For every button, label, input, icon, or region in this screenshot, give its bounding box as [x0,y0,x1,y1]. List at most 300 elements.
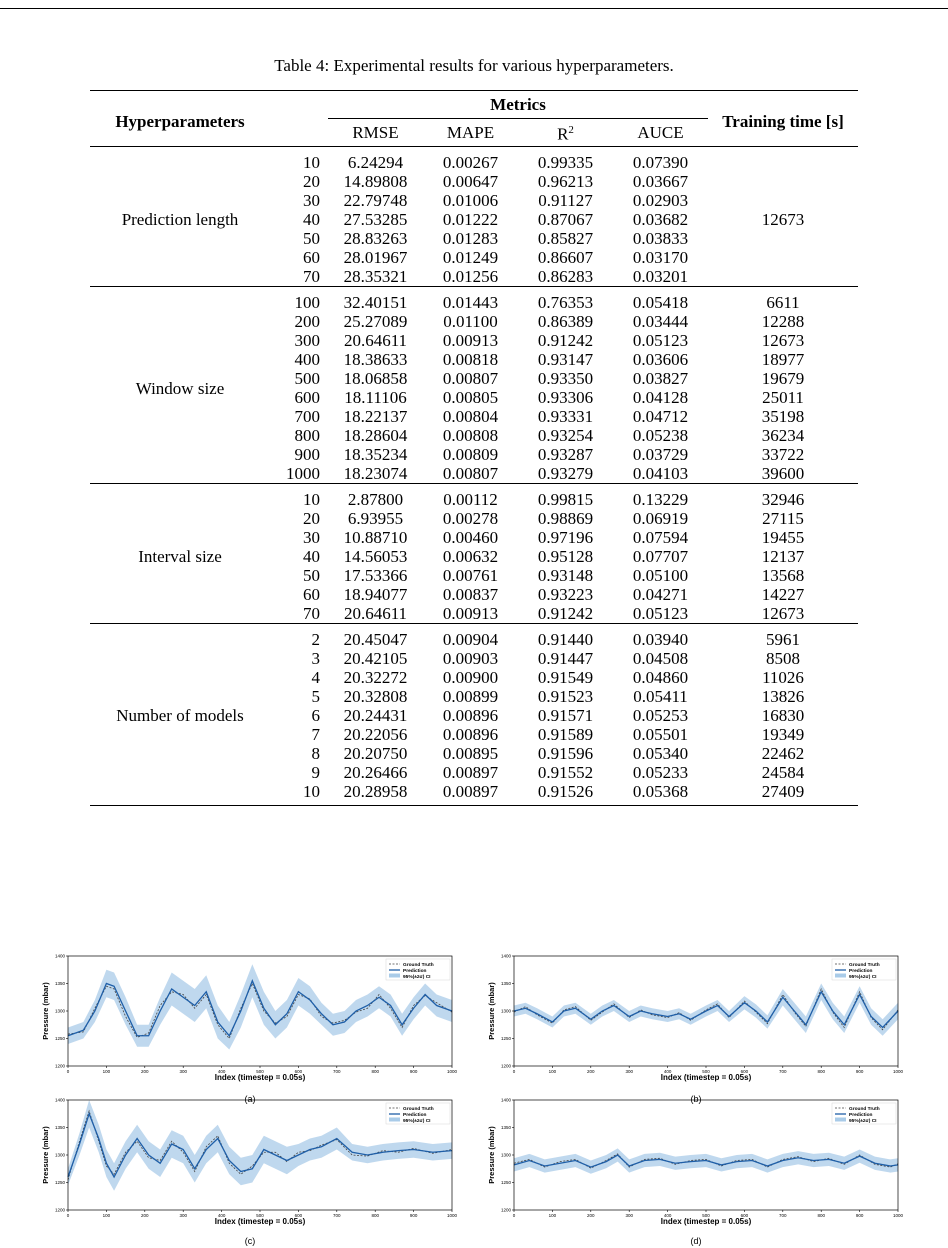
cell-r2: 0.85827 [537,229,594,248]
legend-label: 95%(±2σ) CI [849,1118,877,1124]
param-value: 1000 [286,464,320,483]
cell-rmse: 20.32808 [343,687,408,706]
col-metrics: Metrics [328,91,708,119]
y-tick-label: 1350 [500,981,511,986]
param-value: 10 [303,153,320,172]
cell-auce: 0.05418 [632,293,689,312]
table-bottom-rule [90,801,858,806]
x-tick-label: 700 [333,1213,341,1218]
cell-training-time: 8508 [766,649,800,668]
x-tick-label: 0 [512,1069,516,1074]
legend-label: 95%(±2σ) CI [403,1118,431,1124]
col-auce: AUCE [637,123,684,142]
cell-mape: 0.00808 [442,426,499,445]
cell-rmse: 18.35234 [343,445,408,464]
x-tick-label: 100 [102,1069,111,1074]
y-tick-label: 1200 [54,1207,65,1213]
legend-label: Prediction [403,1112,427,1118]
figure-panel-c [40,1096,460,1236]
cell-mape: 0.00904 [442,630,499,649]
cell-rmse: 28.35321 [343,267,408,286]
x-tick-label: 500 [256,1069,264,1074]
cell-r2: 0.99335 [537,153,594,172]
cell-r2: 0.93223 [537,585,594,604]
x-tick-label: 200 [587,1213,595,1218]
param-value: 9 [311,763,320,782]
group-label: Window size [135,378,225,398]
cell-auce: 0.05501 [632,725,689,744]
param-value: 6 [311,706,320,725]
x-tick-label: 1000 [446,1069,458,1074]
group-label: Prediction length [121,210,239,229]
param-value: 70 [303,604,320,623]
cell-mape: 0.00897 [442,763,499,782]
legend-label: Prediction [403,968,427,974]
param-value: 300 [294,331,320,350]
cell-r2: 0.91440 [537,630,594,649]
cell-training-time: 19455 [761,528,805,547]
cell-r2: 0.91242 [537,604,594,623]
cell-auce: 0.05411 [633,687,688,706]
cell-r2: 0.93254 [537,426,594,445]
cell-mape: 0.01443 [442,293,499,312]
cell-mape: 0.01222 [442,210,499,229]
y-tick-label: 1400 [54,1097,65,1103]
param-value: 900 [294,445,320,464]
param-value: 50 [303,229,320,248]
cell-rmse: 28.83263 [343,229,408,248]
cell-rmse: 18.28604 [343,426,408,445]
cell-auce: 0.07707 [632,547,689,566]
cell-rmse: 14.89808 [343,172,408,191]
cell-training-time: 35198 [761,407,805,426]
cell-mape: 0.00913 [442,604,499,623]
cell-mape: 0.00278 [442,509,499,528]
x-tick-label: 500 [702,1213,710,1218]
cell-r2: 0.93287 [537,445,594,464]
cell-rmse: 14.56053 [343,547,408,566]
cell-r2: 0.97196 [537,528,594,547]
param-value: 20 [303,509,320,528]
cell-r2: 0.86283 [537,267,594,286]
cell-mape: 0.01249 [442,248,499,267]
x-tick-label: 400 [663,1213,672,1218]
x-tick-label: 700 [779,1069,787,1074]
cell-auce: 0.05253 [632,706,689,725]
cell-r2: 0.99815 [537,490,594,509]
cell-mape: 0.00913 [442,331,499,350]
param-value: 30 [303,191,320,210]
x-tick-label: 400 [217,1213,226,1218]
y-axis-label: Pressure (mbar) [487,1126,496,1184]
cell-r2: 0.91571 [537,706,594,725]
cell-auce: 0.03606 [632,350,689,369]
table-caption: Table 4: Experimental results for various hyperparameters. [274,56,674,75]
x-axis-label: Index (timestep = 0.05s) [214,1217,306,1226]
cell-mape: 0.00761 [442,566,499,585]
cell-r2: 0.76353 [537,293,594,312]
x-tick-label: 800 [371,1069,379,1074]
cell-mape: 0.00267 [442,153,499,172]
cell-auce: 0.07594 [632,528,689,547]
cell-training-time: 27409 [761,782,805,801]
cell-training-time: 33722 [761,445,805,464]
cell-mape: 0.01006 [442,191,499,210]
cell-training-time: 12673 [761,210,805,229]
cell-mape: 0.00895 [442,744,499,763]
x-tick-label: 600 [294,1213,303,1218]
cell-auce: 0.03682 [632,210,689,229]
y-tick-label: 1400 [54,953,65,959]
x-tick-label: 800 [371,1213,379,1218]
x-tick-label: 900 [855,1069,864,1074]
x-tick-label: 400 [217,1069,226,1074]
cell-auce: 0.03444 [632,312,689,331]
cell-rmse: 18.06858 [343,369,408,388]
cell-mape: 0.00805 [442,388,499,407]
figure-panel-a [40,952,460,1092]
cell-rmse: 20.64611 [343,331,408,350]
panel-label-c: (c) [244,1236,256,1246]
cell-mape: 0.00903 [442,649,499,668]
cell-rmse: 28.01967 [343,248,408,267]
param-value: 4 [311,668,320,687]
cell-training-time: 12673 [761,331,805,350]
table-row [90,630,858,649]
param-value: 500 [294,369,320,388]
cell-mape: 0.00900 [442,668,499,687]
figure-panel-b [486,952,906,1092]
x-tick-label: 400 [663,1069,672,1074]
cell-rmse: 6.24294 [347,153,404,172]
cell-training-time: 25011 [762,388,804,407]
x-tick-label: 0 [512,1213,516,1218]
cell-r2: 0.98869 [537,509,594,528]
cell-rmse: 20.32272 [343,668,408,687]
col-r2: $R^2$ [557,124,574,144]
cell-training-time: 19679 [761,369,805,388]
cell-mape: 0.00460 [442,528,499,547]
cell-rmse: 20.64611 [343,604,408,623]
cell-r2: 0.86389 [537,312,594,331]
cell-mape: 0.00807 [442,369,499,388]
param-value: 800 [294,426,320,445]
cell-rmse: 22.79748 [343,191,408,210]
param-value: 20 [303,172,320,191]
x-tick-label: 0 [66,1213,70,1218]
x-tick-label: 800 [817,1069,825,1074]
y-tick-label: 1350 [54,981,65,986]
y-tick-label: 1200 [500,1063,511,1069]
plot-d [486,1096,906,1236]
col-training-time: Training time [s] [722,112,844,131]
cell-auce: 0.13229 [632,490,689,509]
x-tick-label: 1000 [892,1069,904,1074]
cell-r2: 0.93148 [537,566,594,585]
x-tick-label: 100 [548,1213,557,1218]
legend-label: Ground Truth [849,1106,880,1112]
y-tick-label: 1300 [500,1008,511,1014]
legend-label: Prediction [849,968,873,974]
param-value: 8 [311,744,320,763]
y-tick-label: 1350 [54,1125,65,1130]
cell-rmse: 32.40151 [343,293,408,312]
plot-a [40,952,460,1092]
x-tick-label: 0 [66,1069,70,1074]
cell-mape: 0.00899 [442,687,499,706]
cell-rmse: 25.27089 [343,312,408,331]
cell-training-time: 36234 [761,426,805,445]
param-value: 2 [311,630,320,649]
cell-mape: 0.00807 [442,464,499,483]
group-label: Interval size [138,547,222,566]
x-tick-label: 500 [702,1069,710,1074]
legend-swatch-ci [389,974,400,978]
param-value: 3 [311,649,320,668]
cell-rmse: 20.22056 [343,725,408,744]
cell-rmse: 20.42105 [343,649,408,668]
cell-rmse: 10.88710 [343,528,408,547]
cell-rmse: 18.22137 [343,407,408,426]
x-tick-label: 100 [102,1213,111,1218]
figure-panel-d [486,1096,906,1236]
legend-swatch-ci [835,974,846,978]
x-tick-label: 300 [179,1213,187,1218]
group-label: Number of models [116,706,244,725]
legend-label: Ground Truth [403,1106,434,1112]
x-tick-label: 200 [587,1069,595,1074]
cell-training-time: 16830 [761,706,805,725]
param-value: 600 [294,388,320,407]
page-top-rule [0,8,948,9]
param-value: 60 [303,585,320,604]
cell-auce: 0.04271 [632,585,689,604]
cell-training-time: 19349 [761,725,805,744]
y-tick-label: 1200 [54,1063,65,1069]
cell-training-time: 13826 [761,687,805,706]
cell-training-time: 24584 [761,763,805,782]
y-tick-label: 1250 [500,1180,511,1185]
y-axis-label: Pressure (mbar) [41,1126,50,1184]
param-value: 40 [303,210,320,229]
table-row [90,293,858,312]
cell-r2: 0.96213 [537,172,594,191]
cell-rmse: 18.38633 [343,350,408,369]
cell-mape: 0.00647 [442,172,499,191]
cell-rmse: 20.26466 [343,763,408,782]
x-tick-label: 300 [179,1069,187,1074]
cell-r2: 0.95128 [537,547,594,566]
header-row-1 [90,91,858,119]
legend-label: Ground Truth [403,962,434,968]
cell-auce: 0.03827 [632,369,689,388]
legend-swatch-ci [389,1118,400,1122]
cell-r2: 0.93279 [537,464,594,483]
param-value: 70 [303,267,320,286]
cell-auce: 0.05368 [632,782,689,801]
cell-auce: 0.03201 [632,267,689,286]
x-tick-label: 500 [256,1213,264,1218]
x-tick-label: 700 [779,1213,787,1218]
cell-mape: 0.01283 [442,229,499,248]
cell-r2: 0.87067 [537,210,594,229]
cell-rmse: 18.94077 [343,585,408,604]
cell-training-time: 27115 [762,509,804,528]
cell-r2: 0.91127 [538,191,593,210]
cell-mape: 0.00896 [442,725,499,744]
cell-r2: 0.93331 [537,407,594,426]
plot-c [40,1096,460,1236]
param-value: 50 [303,566,320,585]
param-value: 10 [303,490,320,509]
x-tick-label: 600 [740,1069,749,1074]
cell-auce: 0.04128 [632,388,689,407]
cell-r2: 0.91447 [537,649,594,668]
table-row [90,153,858,172]
x-tick-label: 700 [333,1069,341,1074]
cell-mape: 0.00632 [442,547,499,566]
cell-mape: 0.00809 [442,445,499,464]
param-value: 400 [294,350,320,369]
cell-auce: 0.05123 [632,331,689,350]
panel-label-d: (d) [690,1236,702,1246]
legend-label: 95%(±2σ) CI [849,974,877,980]
cell-rmse: 6.93955 [347,509,404,528]
x-axis-label: Index (timestep = 0.05s) [214,1073,306,1082]
param-value: 60 [303,248,320,267]
x-tick-label: 100 [548,1069,557,1074]
x-tick-label: 800 [817,1213,825,1218]
x-tick-label: 900 [855,1213,864,1218]
legend-label: 95%(±2σ) CI [403,974,431,980]
cell-training-time: 12137 [761,547,805,566]
cell-r2: 0.93306 [537,388,594,407]
cell-auce: 0.02903 [632,191,689,210]
cell-auce: 0.03667 [632,172,689,191]
x-tick-label: 600 [740,1213,749,1218]
cell-training-time: 18977 [761,350,805,369]
cell-training-time: 12288 [761,312,805,331]
col-hyperparameters: Hyperparameters [115,112,245,131]
cell-training-time: 5961 [766,630,800,649]
param-value: 30 [303,528,320,547]
legend-label: Prediction [849,1112,873,1118]
cell-auce: 0.05100 [632,566,689,585]
y-tick-label: 1250 [54,1036,65,1041]
cell-rmse: 18.11106 [344,388,407,407]
y-tick-label: 1300 [500,1152,511,1158]
y-tick-label: 1400 [500,1097,511,1103]
cell-auce: 0.03729 [632,445,689,464]
cell-r2: 0.91552 [537,763,594,782]
cell-rmse: 20.24431 [343,706,408,725]
cell-rmse: 2.87800 [347,490,404,509]
cell-r2: 0.86607 [537,248,594,267]
cell-r2: 0.91589 [537,725,594,744]
param-value: 7 [311,725,320,744]
cell-mape: 0.01256 [442,267,499,286]
cell-r2: 0.91242 [537,331,594,350]
param-value: 10 [303,782,320,801]
x-tick-label: 300 [625,1069,633,1074]
cell-rmse: 20.20750 [343,744,408,763]
x-tick-label: 200 [141,1069,149,1074]
x-tick-label: 200 [141,1213,149,1218]
cell-auce: 0.05238 [632,426,689,445]
cell-training-time: 14227 [761,585,805,604]
x-tick-label: 900 [409,1069,418,1074]
x-tick-label: 600 [294,1069,303,1074]
cell-auce: 0.06919 [632,509,689,528]
cell-mape: 0.00897 [442,782,499,801]
cell-auce: 0.04712 [632,407,689,426]
results-table [90,90,858,806]
y-tick-label: 1350 [500,1125,511,1130]
y-tick-label: 1250 [500,1036,511,1041]
cell-training-time: 22462 [761,744,805,763]
cell-auce: 0.05233 [632,763,689,782]
cell-r2: 0.93350 [537,369,594,388]
legend-swatch-ci [835,1118,846,1122]
cell-rmse: 20.28958 [343,782,408,801]
cell-auce: 0.03833 [632,229,689,248]
cell-r2: 0.91596 [537,744,594,763]
y-axis-label: Pressure (mbar) [487,982,496,1040]
y-axis-label: Pressure (mbar) [41,982,50,1040]
cell-mape: 0.00818 [442,350,499,369]
panel-label-b: (b) [690,1094,702,1104]
cell-auce: 0.03170 [632,248,689,267]
x-tick-label: 1000 [892,1213,904,1218]
cell-rmse: 18.23074 [343,464,408,483]
cell-auce: 0.07390 [632,153,689,172]
col-rmse: RMSE [352,123,399,142]
cell-rmse: 20.45047 [343,630,408,649]
cell-rmse: 27.53285 [343,210,408,229]
y-tick-label: 1300 [54,1152,65,1158]
param-value: 700 [294,407,320,426]
legend-label: Ground Truth [849,962,880,968]
y-tick-label: 1200 [500,1207,511,1213]
cell-r2: 0.91549 [537,668,594,687]
cell-training-time: 12673 [761,604,805,623]
cell-training-time: 39600 [761,464,805,483]
x-tick-label: 300 [625,1213,633,1218]
cell-r2: 0.91523 [537,687,594,706]
panel-label-a: (a) [244,1094,256,1104]
x-axis-label: Index (timestep = 0.05s) [660,1073,752,1082]
cell-mape: 0.00112 [443,490,498,509]
cell-training-time: 11026 [762,668,804,687]
cell-mape: 0.00896 [442,706,499,725]
param-value: 5 [311,687,320,706]
col-mape: MAPE [446,123,495,142]
param-value: 200 [294,312,320,331]
cell-training-time: 6611 [766,293,800,312]
param-value: 40 [303,547,320,566]
cell-auce: 0.03940 [632,630,689,649]
cell-mape: 0.00837 [442,585,499,604]
cell-mape: 0.01100 [443,312,498,331]
cell-mape: 0.00804 [442,407,499,426]
y-tick-label: 1250 [54,1180,65,1185]
table-row [90,490,858,509]
cell-training-time: 13568 [761,566,805,585]
x-tick-label: 1000 [446,1213,458,1218]
plot-b [486,952,906,1092]
cell-rmse: 17.53366 [343,566,408,585]
x-tick-label: 900 [409,1213,418,1218]
